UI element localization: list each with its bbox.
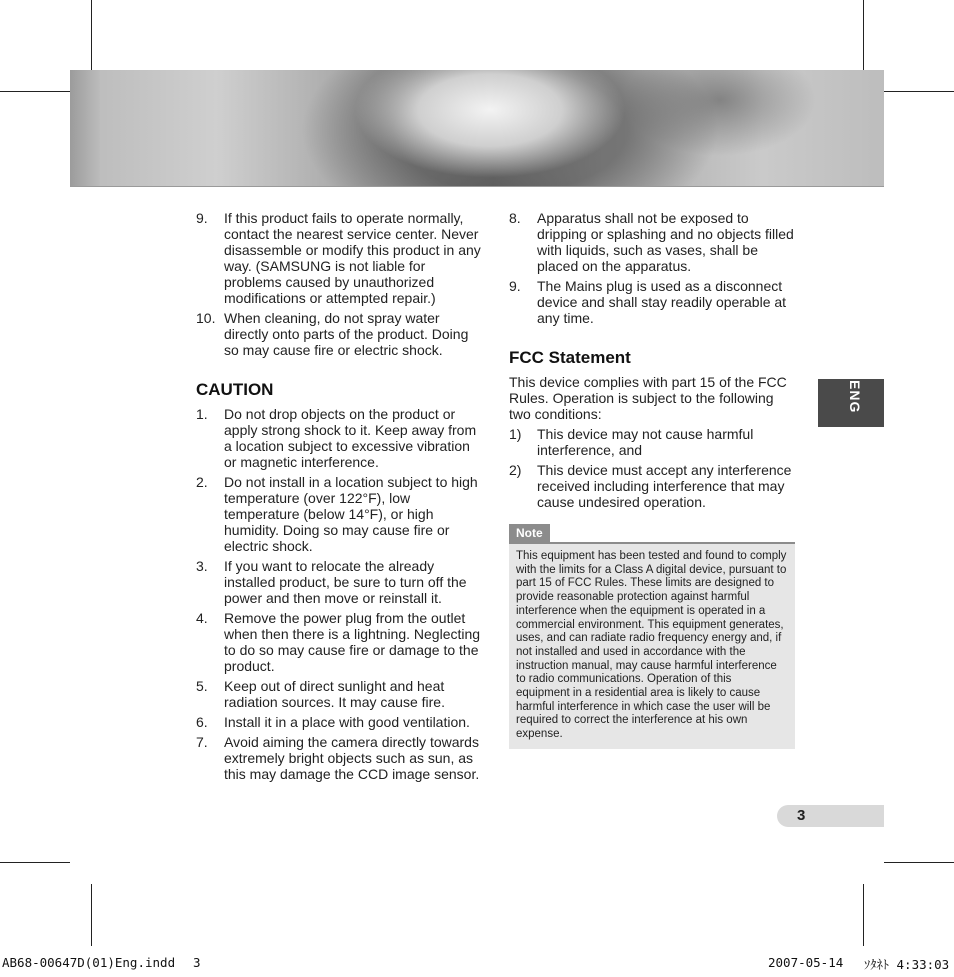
list-item: 7. Avoid aiming the camera directly towards extremely bright objects such as sun, as this may damage the CCD image sensor.: [196, 734, 480, 782]
list-item: 2. Do not install in a location subject to high temperature (over 122°F), low temperature (below 14°F), or high humidity. Doing so may cause fire or electric shock.: [196, 474, 478, 554]
crop-mark: [863, 884, 864, 946]
left-column: [196, 210, 484, 786]
page-number: 3: [797, 807, 806, 824]
list-item: 1) This device may not cause harmful interference, and: [509, 426, 754, 458]
header-banner-image: [70, 70, 884, 187]
list-item: 3. If you want to relocate the already installed product, be sure to turn off the power and then move or reinstall it.: [196, 558, 467, 606]
list-item: 9. If this product fails to operate normally, contact the nearest service center. Never disassemble or modify this product in any way. (SAMSUNG is not liable for problems caused by unauthorized modifications or attempted repair.): [196, 210, 481, 306]
list-item: 2) This device must accept any interference received including interference that may cause undesired operation.: [509, 462, 792, 510]
list-item: 8. Apparatus shall not be exposed to dripping or splashing and no objects filled with liquids, such as vases, shall be placed on the apparatus.: [509, 210, 794, 274]
language-tab: [818, 379, 884, 427]
crop-mark: [863, 0, 864, 70]
list-item: 9. The Mains plug is used as a disconnect device and shall stay readily operable at any time.: [509, 278, 787, 326]
note-label: Note: [509, 524, 550, 542]
note-box: This equipment has been tested and found to comply with the limits for a Class A digital device, pursuant to part 15 of FCC Rules. These limits are designed to provide reasonable protection against harmful interference when the equipment is operated in a commercial environment. This equipment generates, uses, and can radiate radio frequency energy and, if not installed and used in accordance with the instruction manual, may cause harmful interference to radio communications. Operation of this equipment in a residential area is likely to cause harmful interference in which case the user will be required to correct the interference at his own expense.: [509, 542, 795, 749]
footer-filename: AB68-00647D(01)Eng.indd: [2, 955, 176, 970]
crop-mark: [884, 862, 954, 863]
fcc-intro: This device complies with part 15 of the FCC Rules. Operation is subject to the following two conditions:: [509, 374, 787, 422]
list-item: 6. Install it in a place with good ventilation.: [196, 714, 470, 730]
crop-mark: [0, 91, 70, 92]
crop-mark: [0, 862, 70, 863]
caution-heading: CAUTION: [196, 380, 274, 399]
fcc-heading: FCC Statement: [509, 348, 631, 367]
list-item: 1. Do not drop objects on the product or apply strong shock to it. Keep away from a location subject to excessive vibration or magnetic interference.: [196, 406, 477, 470]
crop-mark: [884, 91, 954, 92]
footer-date: 2007-05-14: [768, 955, 844, 970]
language-tab-label: ENG: [847, 380, 863, 414]
right-column: [509, 210, 795, 749]
crop-mark: [91, 0, 92, 70]
crop-mark: [91, 884, 92, 946]
list-item: 4. Remove the power plug from the outlet when then there is a lightning. Neglecting to do so may cause fire or damage to the product.: [196, 610, 481, 674]
footer-page: 3: [193, 955, 201, 970]
footer-time: ｿﾀﾈﾄ 4:33:03: [864, 957, 950, 972]
page-number-tab: [777, 805, 884, 827]
list-item: 5. Keep out of direct sunlight and heat radiation sources. It may cause fire.: [196, 678, 445, 710]
list-item: 10. When cleaning, do not spray water directly onto parts of the product. Doing so may cause fire or electric shock.: [196, 310, 469, 358]
